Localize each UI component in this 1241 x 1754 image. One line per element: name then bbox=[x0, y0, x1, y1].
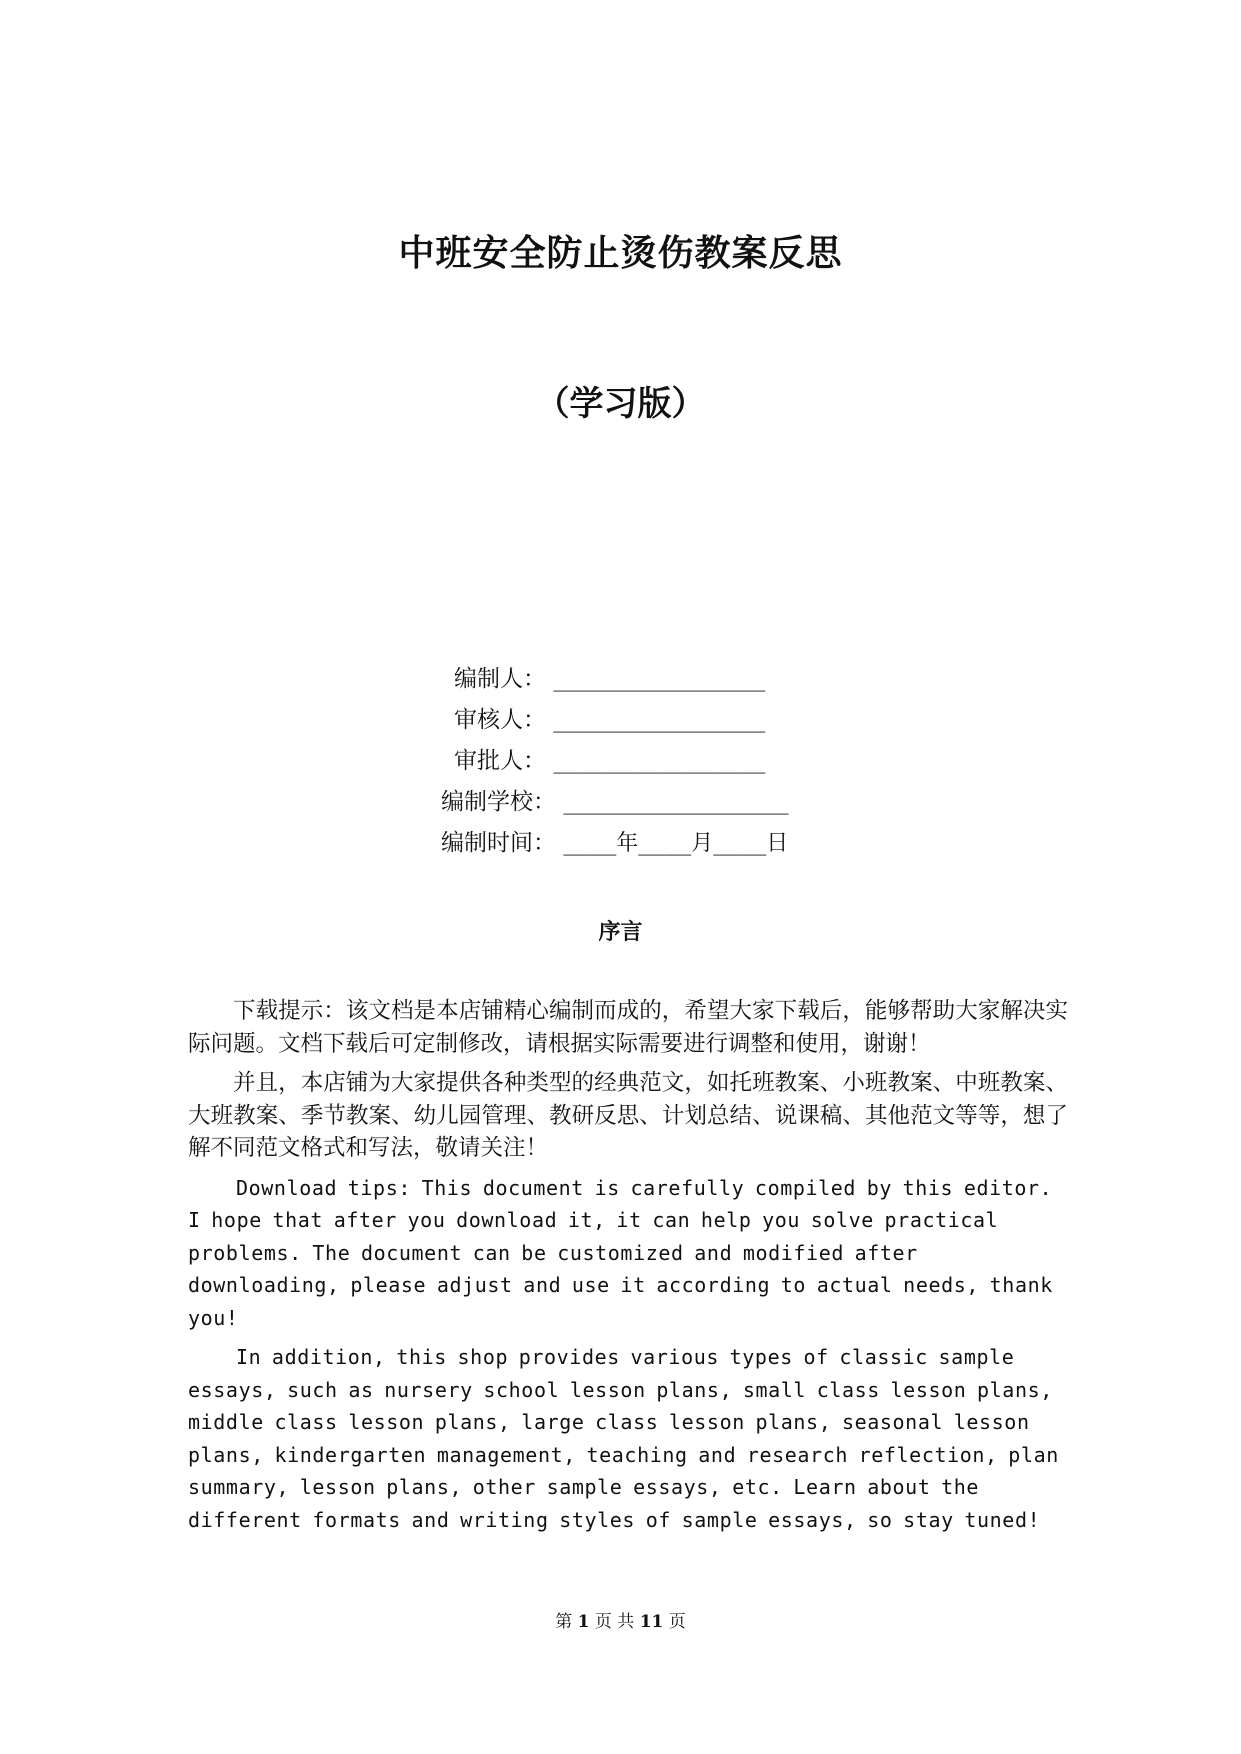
signature-blank: ____年____月____日 bbox=[563, 831, 789, 856]
signature-blank: ________________ bbox=[553, 708, 766, 733]
footer-prefix: 第 bbox=[555, 1612, 573, 1632]
preface-body bbox=[188, 995, 1068, 1543]
preface-paragraph-download-tip-cn: 下载提示：该文档是本店铺精心编制而成的，希望大家下载后，能够帮助大家解决实际问题。文档下载后可定制修改，请根据实际需要进行调整和使用，谢谢！ bbox=[188, 998, 1068, 1057]
signature-label: 编制时间： bbox=[441, 830, 556, 856]
footer-suffix: 页 bbox=[668, 1612, 686, 1632]
signature-row-approver bbox=[454, 742, 765, 782]
footer-middle: 页 共 bbox=[594, 1612, 635, 1632]
signature-blank: _________________ bbox=[563, 790, 789, 815]
document-subtitle: （学习版） bbox=[535, 384, 706, 424]
preface-paragraph-download-tip-en: Download tips: This document is carefully compiled by this editor. I hope that after you download it, it can help you solve practical problems. The document can be customized and modified after downloading, please adjust and use it according to actual needs, thank you! bbox=[188, 1175, 1053, 1330]
signature-label: 编制学校： bbox=[441, 789, 556, 815]
signature-row-compiler bbox=[454, 660, 765, 700]
preface-paragraph-shop-intro-cn: 并且，本店铺为大家提供各种类型的经典范文，如托班教案、小班教案、中班教案、大班教案、季节教案、幼儿园管理、教研反思、计划总结、说课稿、其他范文等等，想了解不同范文格式和写法，敬请关注！ bbox=[188, 1070, 1068, 1161]
signature-row-date bbox=[441, 824, 788, 864]
page-footer bbox=[0, 1607, 1241, 1632]
signature-blank: ________________ bbox=[553, 749, 766, 774]
signature-label: 编制人： bbox=[454, 666, 546, 692]
signature-blank: ________________ bbox=[553, 667, 766, 692]
document-title: 中班安全防止烫伤教案反思 bbox=[398, 233, 843, 274]
signature-row-school bbox=[441, 783, 788, 823]
signature-label: 审核人： bbox=[454, 707, 546, 733]
signature-label: 审批人： bbox=[454, 748, 546, 774]
page-number: 1 bbox=[577, 1612, 590, 1632]
preface-paragraph-shop-intro-en: In addition, this shop provides various types of classic sample essays, such as nursery school lesson plans, small class lesson plans, middle class lesson plans, large class lesson plans, seasonal lesson plans, kindergarten management, teaching and research reflection, plan summary, lesson plans, other sample essays, etc. Learn about the different formats and writing styles of sample essays, so stay tuned! bbox=[188, 1345, 1059, 1532]
page-total: 11 bbox=[639, 1612, 664, 1632]
preface-heading: 序言 bbox=[598, 920, 643, 945]
signature-row-reviewer bbox=[454, 701, 765, 741]
